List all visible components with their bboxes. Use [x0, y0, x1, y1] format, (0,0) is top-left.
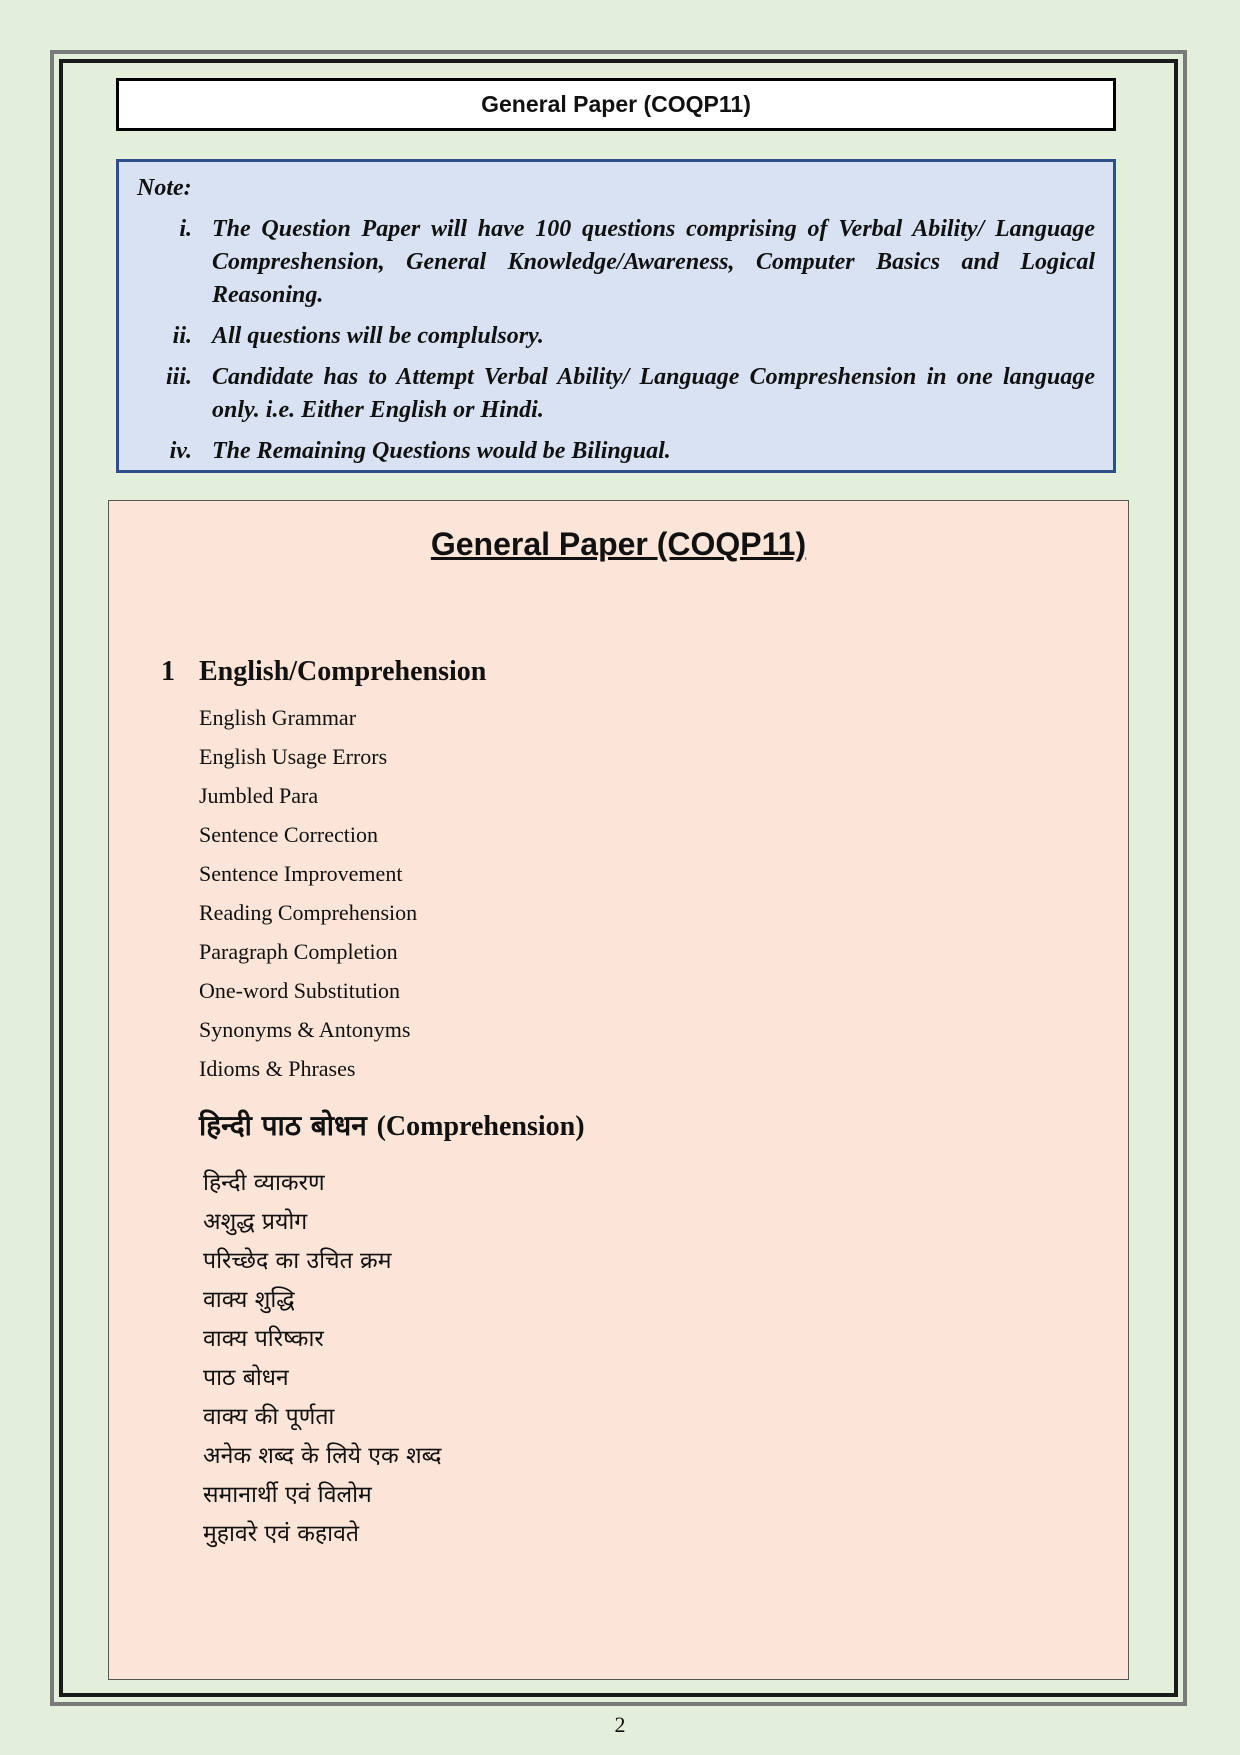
list-item: Jumbled Para	[199, 783, 319, 808]
list-item: हिन्दी व्याकरण	[203, 1170, 325, 1196]
list-item: Sentence Correction	[199, 822, 378, 847]
hindi-section-heading	[199, 1106, 585, 1144]
list-item: वाक्य परिष्कार	[203, 1326, 324, 1352]
list-item: वाक्य की पूर्णता	[203, 1404, 335, 1430]
list-item: English Grammar	[199, 705, 357, 730]
header-title: General Paper (COQP11)	[116, 78, 1116, 131]
list-item: परिच्छेद का उचित क्रम	[203, 1248, 392, 1274]
hindi-topic-list	[203, 1164, 442, 1554]
note-label: Note:	[137, 175, 192, 201]
note-item-text: Candidate has to Attempt Verbal Ability/ Language Compreshension in one language only. i.e. Either English or Hindi.	[212, 364, 1095, 423]
note-item-number: ii.	[172, 323, 192, 349]
list-item: English Usage Errors	[199, 744, 388, 769]
note-item-number: iv.	[169, 438, 192, 464]
note-item-text: The Remaining Questions would be Bilingual.	[212, 438, 671, 464]
note-item	[137, 435, 1095, 468]
list-item: मुहावरे एवं कहावते	[203, 1521, 359, 1547]
english-topic-list	[199, 698, 417, 1088]
note-item-number: iii.	[165, 364, 192, 390]
page-number: 2	[614, 1712, 626, 1737]
note-item-text: The Question Paper will have 100 questions comprising of Verbal Ability/ Language Compreshension, General Knowledge/Awareness, Computer Basics and Logical Reasoning.	[212, 216, 1095, 308]
list-item: Paragraph Completion	[199, 939, 398, 964]
note-item-text: All questions will be complulsory.	[212, 323, 544, 349]
section-title: English/Comprehension	[199, 656, 487, 687]
note-box	[116, 159, 1116, 473]
note-item-number: i.	[179, 216, 192, 242]
list-item: Sentence Improvement	[199, 861, 403, 886]
hindi-heading-english: (Comprehension)	[376, 1111, 585, 1142]
list-item: Reading Comprehension	[199, 900, 418, 925]
list-item: One-word Substitution	[199, 978, 401, 1003]
list-item: अनेक शब्द के लिये एक शब्द	[203, 1443, 442, 1469]
list-item: Synonyms & Antonyms	[199, 1017, 411, 1042]
section-number: 1	[161, 656, 175, 687]
syllabus-content	[108, 500, 1129, 1680]
list-item: समानार्थी एवं विलोम	[203, 1482, 372, 1508]
content-title: General Paper (COQP11)	[430, 526, 807, 562]
list-item: अशुद्ध प्रयोग	[203, 1209, 308, 1235]
list-item: पाठ बोधन	[203, 1365, 289, 1391]
note-item	[137, 320, 1095, 353]
section-heading	[161, 656, 486, 688]
hindi-heading-text: हिन्दी पाठ बोधन	[199, 1109, 367, 1142]
list-item: Idioms & Phrases	[199, 1056, 356, 1081]
note-item	[137, 213, 1095, 312]
list-item: वाक्य शुद्धि	[203, 1287, 295, 1313]
note-item	[137, 361, 1095, 427]
